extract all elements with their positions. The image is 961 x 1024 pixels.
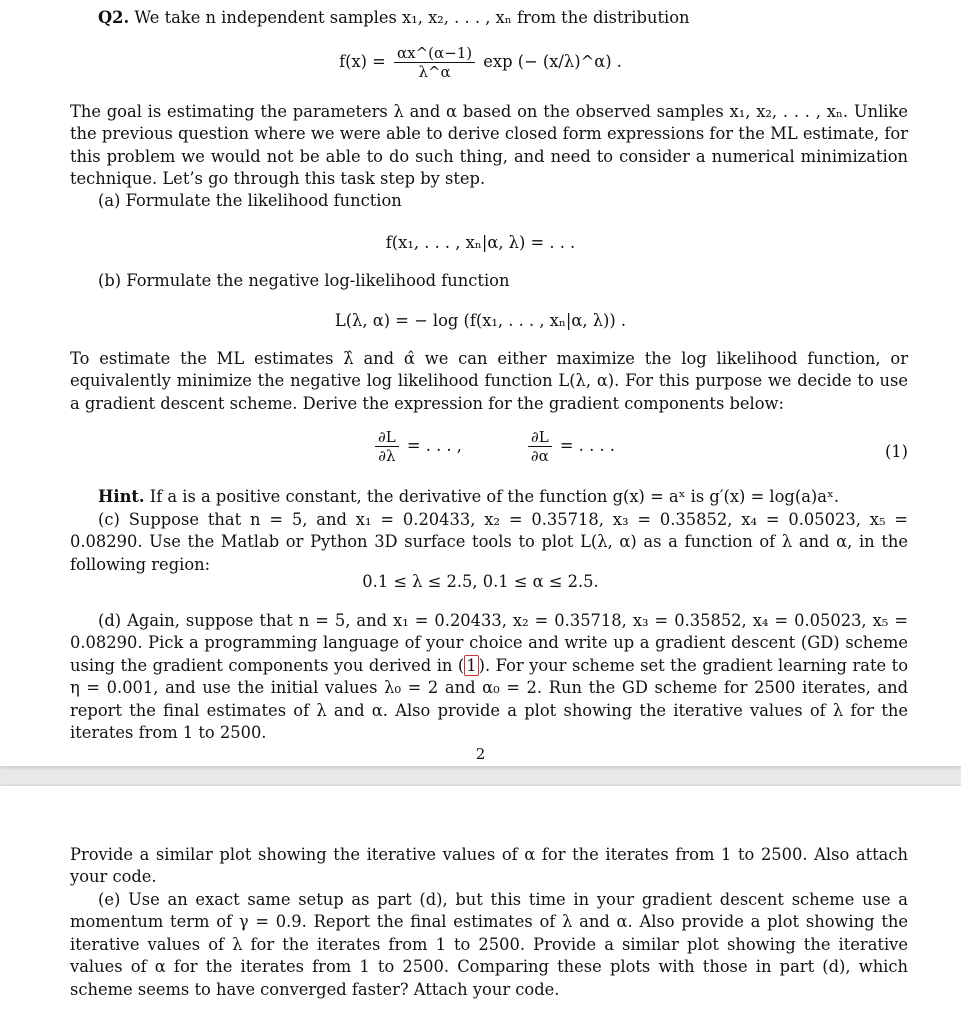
page-number: 2 (475, 745, 486, 763)
gradient-alpha-fraction (528, 428, 552, 465)
gradient-lambda-rhs: = . . . , (406, 436, 462, 455)
density-fraction (394, 44, 475, 81)
hint-text: If a is a positive constant, the derivative of the function g(x) = aˣ is g′(x) = log(a)aˣ. (149, 487, 840, 506)
neg-log-likelihood-equation: L(λ, α) = − log (f(x₁, . . . , xₙ|α, λ)) . (334, 311, 627, 330)
gradient-alpha-rhs: = . . . . (559, 436, 615, 455)
gradient-alpha-numerator: ∂L (528, 428, 552, 447)
part-b-heading: (b) Formulate the negative log-likelihood function (98, 271, 510, 290)
likelihood-equation: f(x₁, . . . , xₙ|α, λ) = . . . (385, 233, 576, 252)
hint-line (98, 486, 839, 508)
density-lhs: f(x) = (339, 52, 386, 71)
gradient-lambda (372, 428, 462, 465)
question-label: Q2. (98, 8, 130, 27)
density-equation (0, 44, 961, 81)
gradient-lambda-fraction (375, 428, 399, 465)
part-d-paragraph: (d) Again, suppose that n = 5, and x₁ = 0.20433, x₂ = 0.35718, x₃ = 0.35852, x₄ = 0.05023, x₅ = 0.08290. Pick a programming language of your choice and write up a gradient descent (GD) scheme using the gradient components you derived in ( 1 ). For your scheme set the gradient learning rate to η = 0.001, and use the initial values λ₀ = 2 and α₀ = 2. Run the GD scheme for 2500 iterates, and report the final estimates of λ and α. Also provide a plot showing the iterative values of λ for the iterates from 1 to 2500. (70, 611, 908, 743)
document-page-2 (0, 786, 961, 1024)
density-denominator: λ^α (418, 63, 451, 81)
equation-reference-link[interactable]: 1 (466, 655, 477, 675)
density-exponential: exp (− (x/λ)^α) . (483, 52, 622, 71)
page2-continuation: Provide a similar plot showing the iterative values of α for the iterates from 1 to 2500. Also attach your code. (70, 845, 908, 887)
gradient-alpha (525, 428, 615, 465)
question-intro: We take n independent samples x₁, x₂, . . . , xₙ from the distribution (134, 8, 690, 27)
intro-paragraph: The goal is estimating the parameters λ and α based on the observed samples x₁, x₂, . . . , xₙ. Unlike the previous question where we were able to derive closed form expressions for the ML estimate, for this problem we would not be able to do such thing, and need to consider a numerical minimization technique. Let’s go through this task step by step. (70, 102, 908, 189)
hint-label: Hint. (98, 487, 145, 506)
density-numerator: αx^(α−1) (394, 44, 475, 63)
question-intro-line (98, 7, 689, 29)
part-e-paragraph: (e) Use an exact same setup as part (d), but this time in your gradient descent scheme use a momentum term of γ = 0.9. Report the final estimates of λ and α. Also provide a plot showing the iterative values of λ for the iterates from 1 to 2500. Provide a similar plot showing the iterative values of α for the iterates from 1 to 2500. Comparing these plots with those in part (d), which scheme seems to have converged faster? Attach your code. (70, 890, 908, 999)
equation-number: (1) (884, 442, 908, 461)
part-d-text-1: (d) Again, suppose that n = 5, and x₁ = 0.20433, x₂ = 0.35718, x₃ = 0.35852, x₄ = 0.05023, x₅ = 0.08290. Pick a programming language of your choice and write up a gradient descent (GD) scheme using the gradient components you derived in (70, 611, 908, 675)
gradient-alpha-denominator: ∂α (530, 447, 549, 465)
gradient-lambda-numerator: ∂L (375, 428, 399, 447)
part-a-heading: (a) Formulate the likelihood function (98, 191, 402, 210)
gradient-lambda-denominator: ∂λ (378, 447, 396, 465)
part-c-paragraph: (c) Suppose that n = 5, and x₁ = 0.20433, x₂ = 0.35718, x₃ = 0.35852, x₄ = 0.05023, x₅ = 0.08290. Use the Matlab or Python 3D surface tools to plot L(λ, α) as a function of λ and α, in the following region: (70, 510, 908, 574)
gradient-paragraph: To estimate the ML estimates λ̂ and α̂ we can either maximize the log likelihood function, or equivalently minimize the negative log likelihood function L(λ, α). For this purpose we decide to use a gradient descent scheme. Derive the expression for the gradient components below: (70, 349, 908, 413)
plot-region: 0.1 ≤ λ ≤ 2.5, 0.1 ≤ α ≤ 2.5. (362, 572, 599, 591)
part-d-text-2: . For your scheme set the gradient learning rate to η = 0.001, and use the initial values λ₀ = 2 and α₀ = 2. Run the GD scheme for 2500 iterates, and report the final estimates of λ and α. Also provide a plot showing the iterative values of λ for the iterates from 1 to 2500. (70, 655, 908, 743)
